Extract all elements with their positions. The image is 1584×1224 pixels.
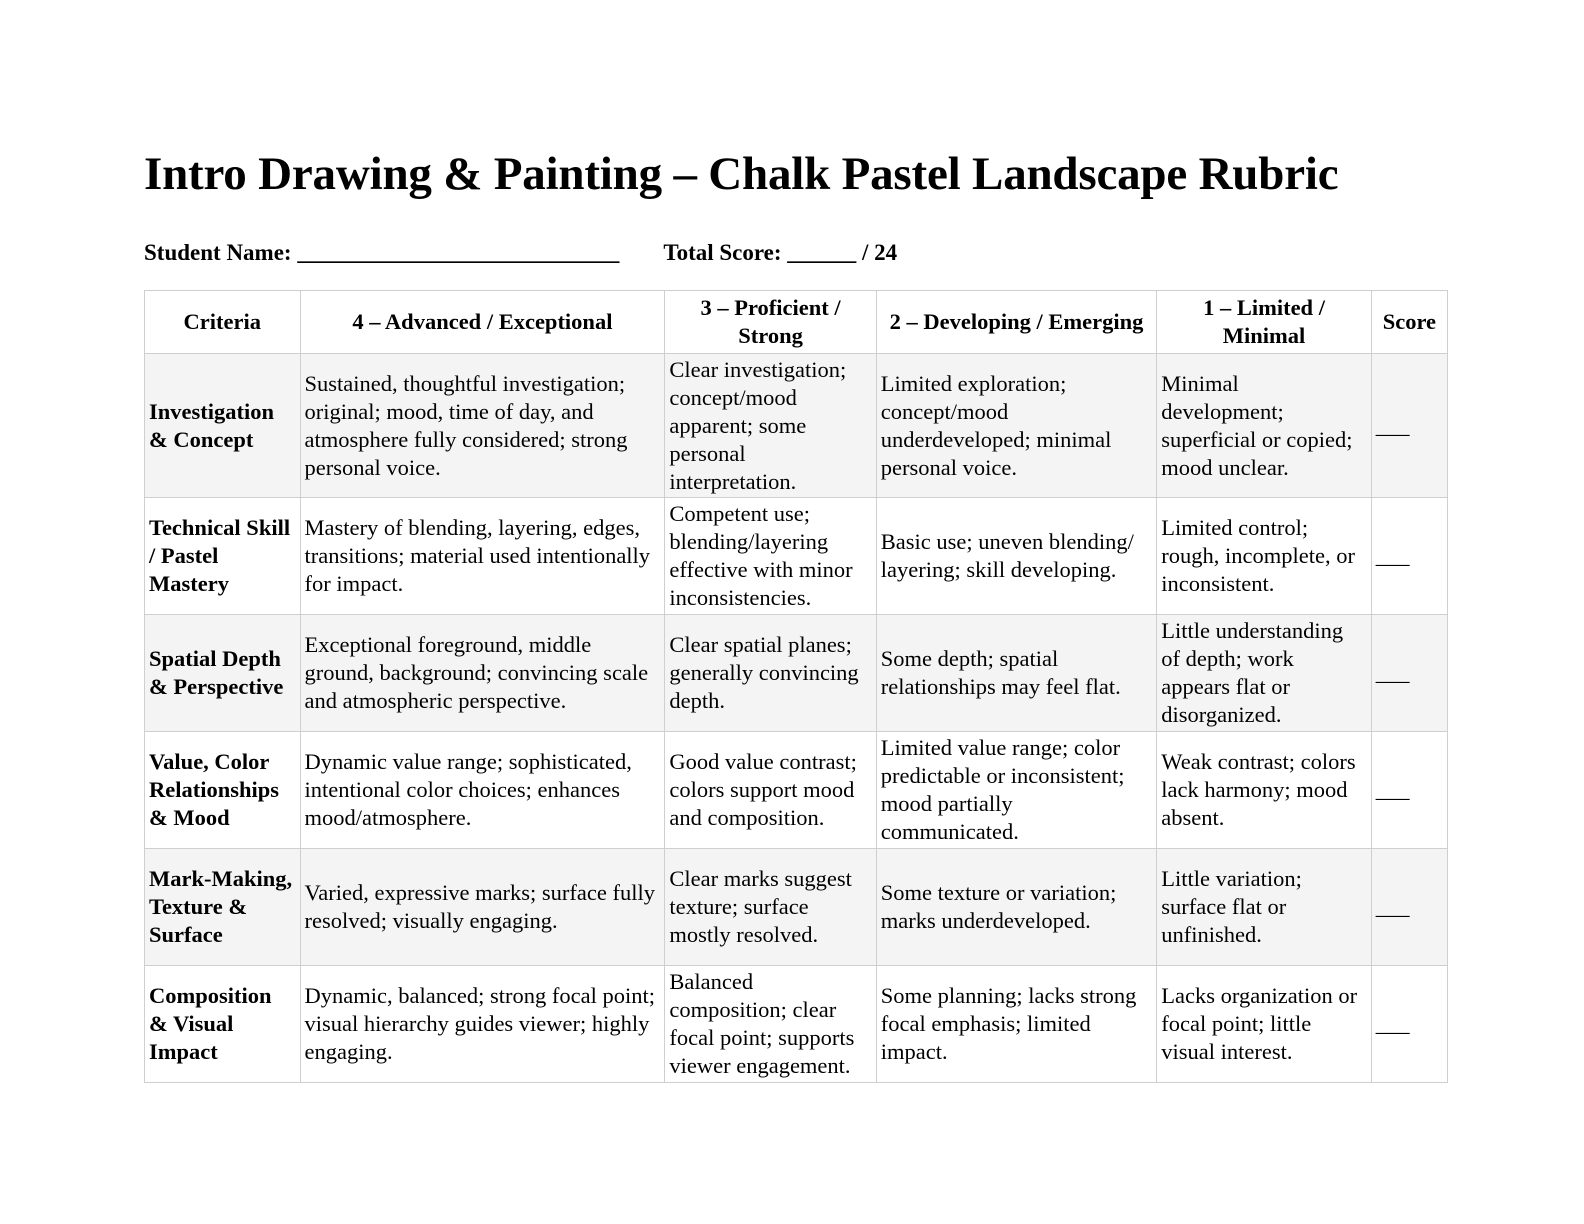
advanced-cell: Sustained, thoughtful investigation; original; mood, time of day, and atmosphere fully considered; strong personal voice.: [300, 354, 665, 498]
proficient-cell: Balanced composition; clear focal point; supports viewer engagement.: [665, 966, 876, 1083]
developing-cell: Some depth; spatial relationships may feel flat.: [876, 615, 1157, 732]
header-row: [145, 291, 1448, 354]
developing-cell: Limited exploration; concept/mood underdeveloped; minimal personal voice.: [876, 354, 1157, 498]
limited-cell: Weak contrast; colors lack harmony; mood absent.: [1157, 732, 1371, 849]
table-row: [145, 498, 1448, 615]
table-row: [145, 849, 1448, 966]
proficient-cell: Competent use; blending/layering effective with minor inconsistencies.: [665, 498, 876, 615]
student-name-field[interactable]: Student Name: ____________________________: [144, 240, 620, 265]
advanced-cell: Exceptional foreground, middle ground, background; convincing scale and atmospheric perspective.: [300, 615, 665, 732]
advanced-cell: Varied, expressive marks; surface fully resolved; visually engaging.: [300, 849, 665, 966]
score-cell[interactable]: ___: [1371, 732, 1447, 849]
criteria-cell: Spatial Depth & Perspective: [145, 615, 301, 732]
criteria-cell: Value, Color Relationships & Mood: [145, 732, 301, 849]
score-cell[interactable]: ___: [1371, 966, 1447, 1083]
limited-cell: Minimal development; superficial or copied; mood unclear.: [1157, 354, 1371, 498]
total-score-field[interactable]: Total Score: ______ / 24: [663, 240, 898, 265]
page-title: Intro Drawing & Painting – Chalk Pastel Landscape Rubric: [144, 148, 1339, 200]
header-advanced: 4 – Advanced / Exceptional: [300, 291, 665, 354]
table-row: [145, 615, 1448, 732]
advanced-cell: Dynamic value range; sophisticated, intentional color choices; enhances mood/atmosphere.: [300, 732, 665, 849]
limited-cell: Limited control; rough, incomplete, or inconsistent.: [1157, 498, 1371, 615]
table-row: [145, 732, 1448, 849]
rubric-page: [144, 140, 1446, 1083]
developing-cell: Basic use; uneven blending/ layering; skill developing.: [876, 498, 1157, 615]
score-cell[interactable]: ___: [1371, 498, 1447, 615]
header-developing: 2 – Developing / Emerging: [876, 291, 1157, 354]
student-info-line: [144, 238, 1446, 268]
criteria-cell: Composition & Visual Impact: [145, 966, 301, 1083]
developing-cell: Some planning; lacks strong focal emphasis; limited impact.: [876, 966, 1157, 1083]
score-cell[interactable]: ___: [1371, 615, 1447, 732]
limited-cell: Lacks organization or focal point; little visual interest.: [1157, 966, 1371, 1083]
developing-cell: Limited value range; color predictable or inconsistent; mood partially communicated.: [876, 732, 1157, 849]
proficient-cell: Clear investigation; concept/mood apparent; some personal interpretation.: [665, 354, 876, 498]
criteria-cell: Mark-Making, Texture & Surface: [145, 849, 301, 966]
criteria-cell: Investigation & Concept: [145, 354, 301, 498]
rubric-table: [144, 290, 1448, 1083]
proficient-cell: Good value contrast; colors support mood and composition.: [665, 732, 876, 849]
header-criteria: Criteria: [145, 291, 301, 354]
limited-cell: Little understanding of depth; work appears flat or disorganized.: [1157, 615, 1371, 732]
table-row: [145, 354, 1448, 498]
proficient-cell: Clear spatial planes; generally convincing depth.: [665, 615, 876, 732]
limited-cell: Little variation; surface flat or unfinished.: [1157, 849, 1371, 966]
advanced-cell: Dynamic, balanced; strong focal point; visual hierarchy guides viewer; highly engaging.: [300, 966, 665, 1083]
score-cell[interactable]: ___: [1371, 849, 1447, 966]
advanced-cell: Mastery of blending, layering, edges, transitions; material used intentionally for impact.: [300, 498, 665, 615]
header-limited: 1 – Limited / Minimal: [1157, 291, 1371, 354]
criteria-cell: Technical Skill / Pastel Mastery: [145, 498, 301, 615]
proficient-cell: Clear marks suggest texture; surface mostly resolved.: [665, 849, 876, 966]
score-cell[interactable]: ___: [1371, 354, 1447, 498]
developing-cell: Some texture or variation; marks underdeveloped.: [876, 849, 1157, 966]
header-score: Score: [1371, 291, 1447, 354]
table-row: [145, 966, 1448, 1083]
header-proficient: 3 – Proficient / Strong: [665, 291, 876, 354]
